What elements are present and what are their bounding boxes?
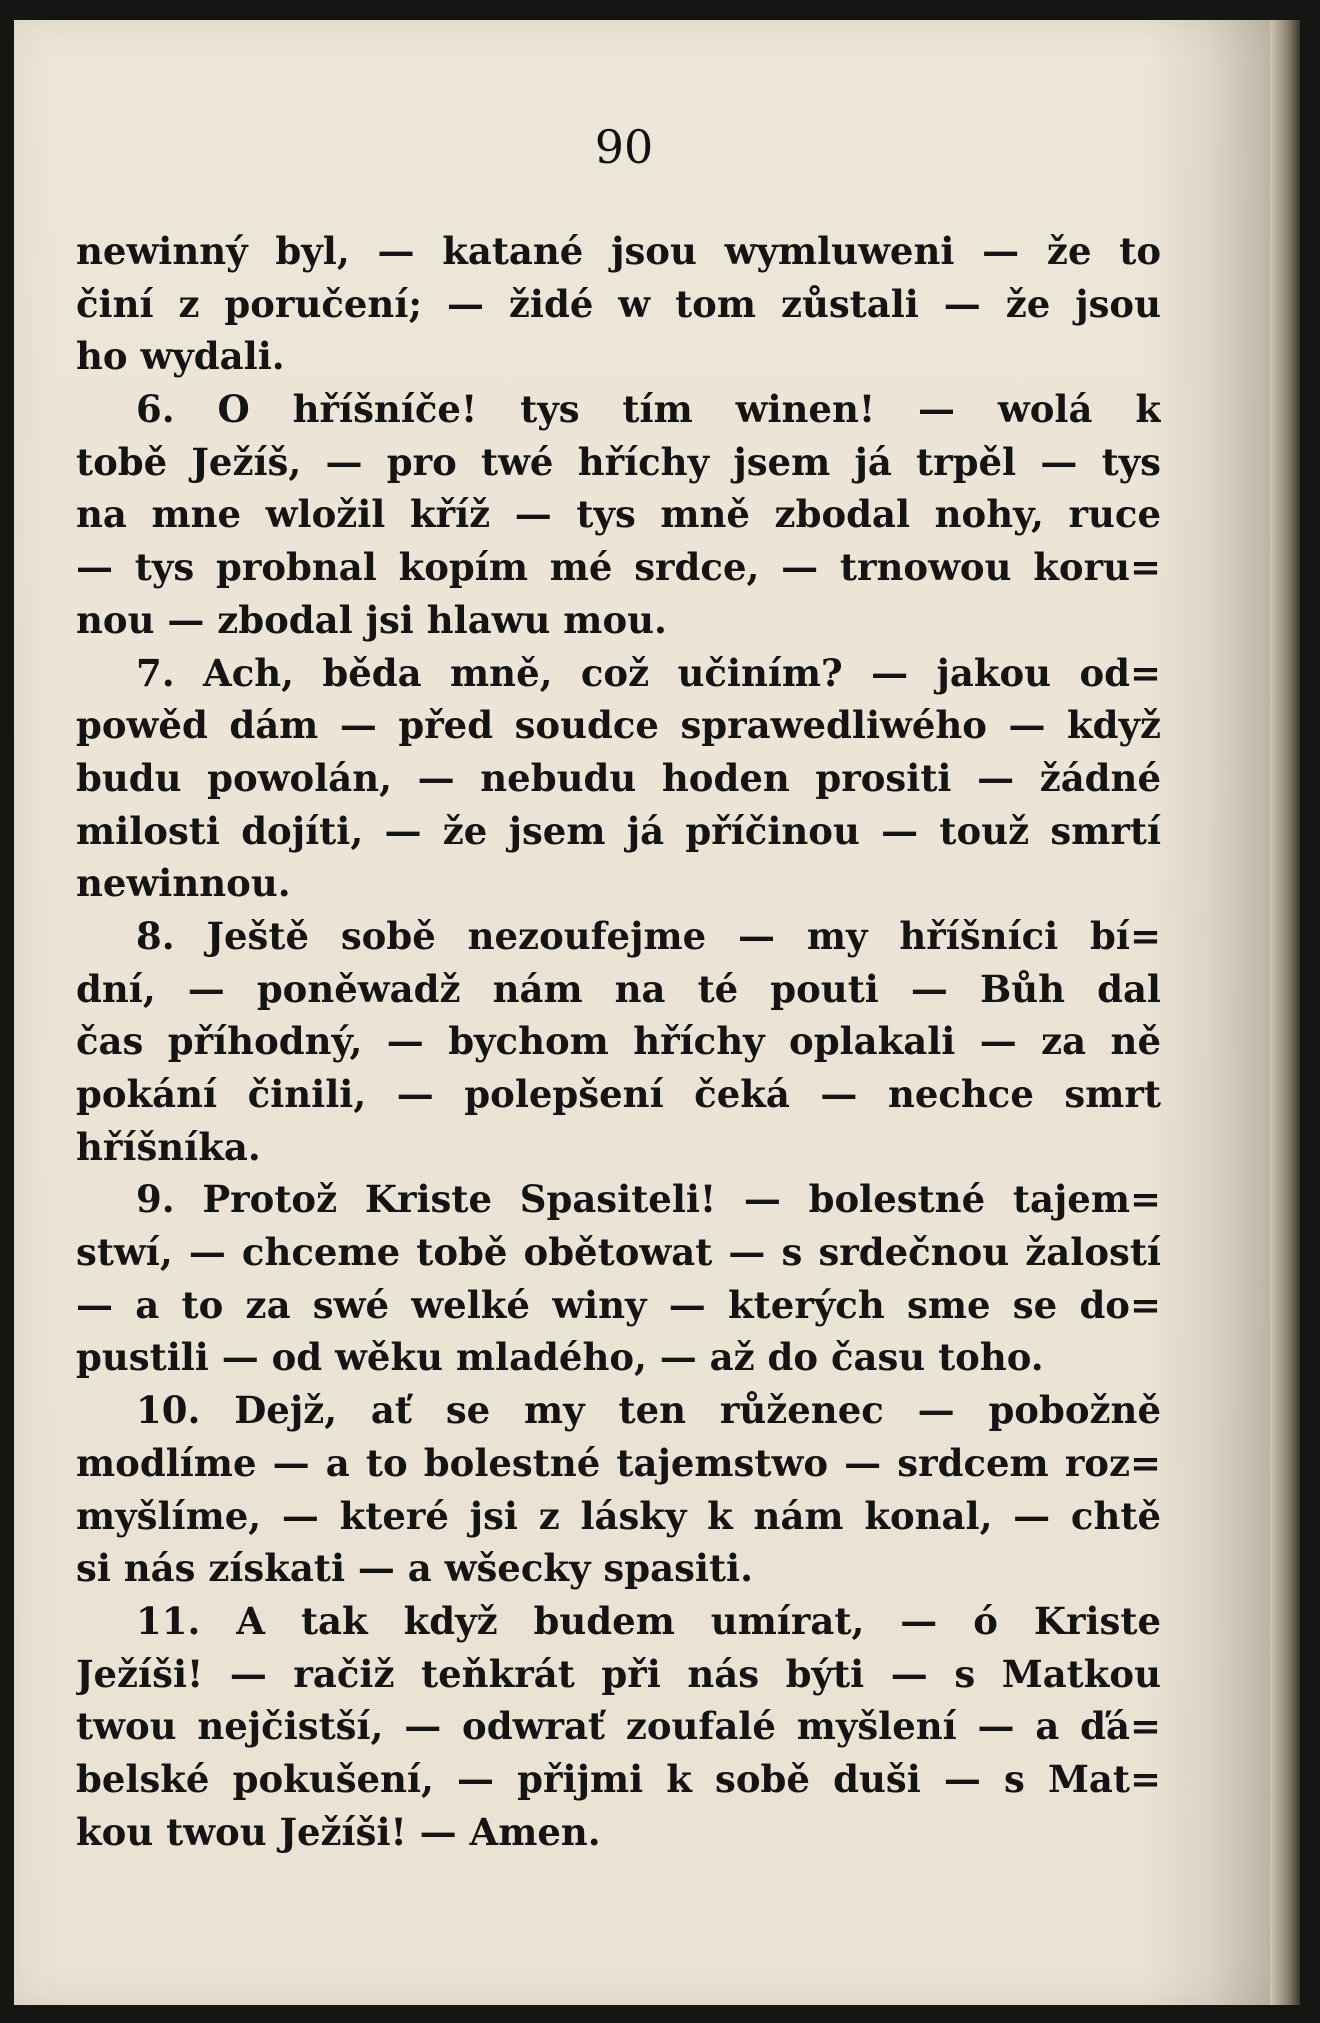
text-line: 6. O hříšníče! tys tím winen! — wolá k [136,387,1161,432]
text-line: pustili — od wěku mladého, — až do času toho. [76,1335,1044,1380]
text-line: budu powolán, — nebudu hoden prositi — žádné [76,755,1161,800]
book-page [14,20,1299,2005]
text-line: powěd dám — před soudce sprawedliwého — když [76,703,1161,748]
text-line: tobě Ježíš, — pro twé hříchy jsem já trpěl — tys [76,439,1161,484]
text-line: si nás získati — a wšecky spasiti. [76,1546,753,1591]
text-line: 7. Ach, běda mně, což učiním? — jakou od= [136,650,1161,695]
text-line: — a to za swé welké winy — kterých sme se do= [76,1282,1161,1327]
text-line: 11. A tak když budem umírat, — ó Kriste [136,1598,1161,1643]
text-line: kou twou Ježíši! — Amen. [76,1809,601,1854]
text-line: milosti dojíti, — že jsem já příčinou — touž smrtí [76,808,1161,853]
text-line: pokání činili, — polepšení čeká — nechce smrt [76,1072,1161,1116]
text-line: činí z poručení; — židé w tom zůstali — že jsou [76,281,1161,326]
text-line: stwí, — chceme tobě obětowat — s srdečnou žalostí [76,1230,1161,1275]
text-line: na mne wložil kříž — tys mně zbodal nohy, ruce [76,492,1161,537]
text-line: modlíme — a to bolestné tajemstwo — srdcem roz= [76,1440,1161,1485]
text-line: twou nejčistší, — odwrať zoufalé myšlení — a ďá= [76,1704,1161,1749]
text-line: ho wydali. [76,334,285,379]
text-line: 8. Ještě sobě nezoufejme — my hříšníci bí= [136,913,1161,958]
text-line: Ježíši! — račiž teňkrát při nás býti — s Matkou [76,1651,1161,1696]
text-line: 10. Dejž, ať se my ten růženec — pobožně [136,1388,1161,1433]
text-line: — tys probnal kopím mé srdce, — trnowou koru= [76,545,1161,590]
text-line: newinnou. [76,861,291,906]
text-line: dní, — poněwadž nám na té pouti — Bůh dal [76,966,1161,1011]
text-line: newinný byl, — katané jsou wymluweni — že to [76,229,1161,273]
text-line: hříšníka. [76,1124,261,1169]
text-line: nou — zbodal jsi hlawu mou. [76,597,667,642]
body-text [76,225,1161,1858]
page-gutter-shadow [1270,20,1300,2005]
text-line: 9. Protož Kriste Spasiteli! — bolestné tajem= [136,1177,1161,1222]
text-line: čas příhodný, — bychom hříchy oplakali — za ně [76,1019,1161,1064]
page-number: 90 [594,120,654,174]
text-line: belské pokušení, — přijmi k sobě duši — s Mat= [76,1756,1161,1801]
text-line: myšlíme, — které jsi z lásky k nám konal, — chtě [76,1493,1161,1538]
